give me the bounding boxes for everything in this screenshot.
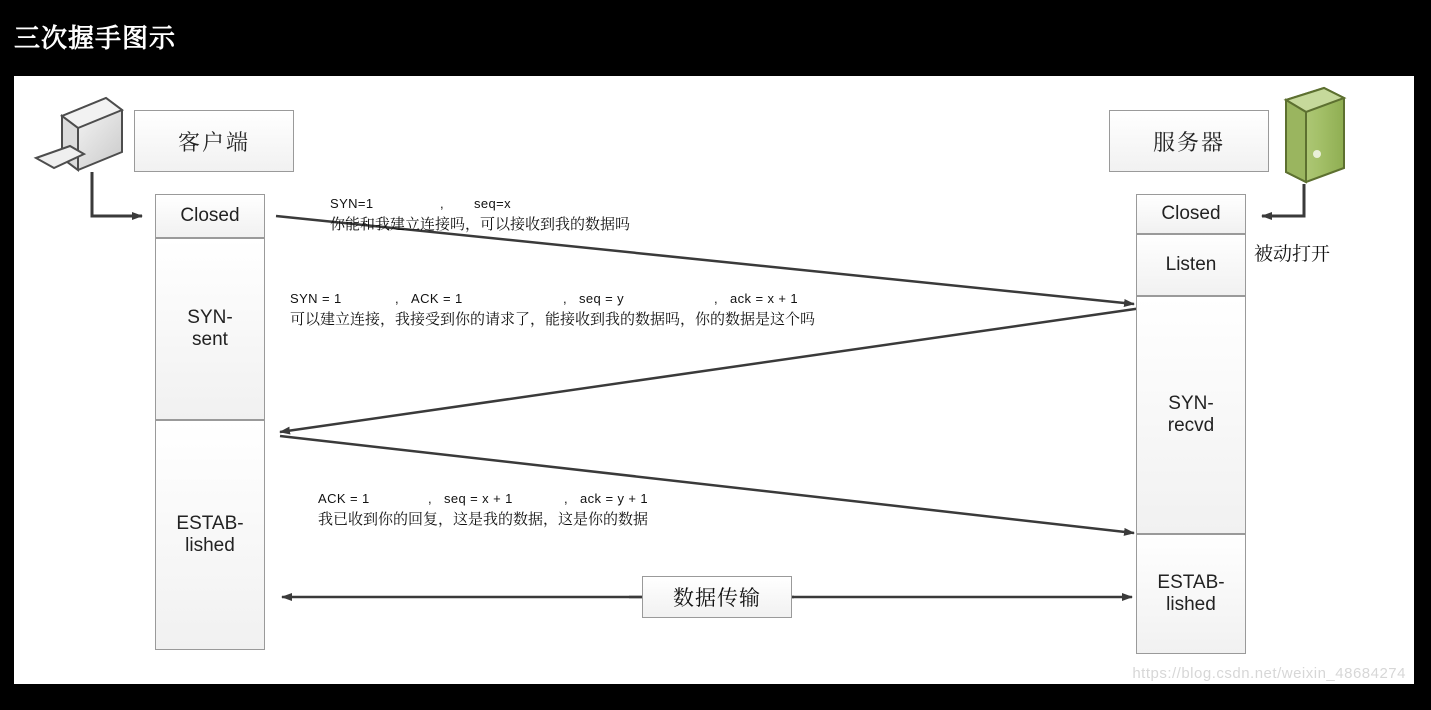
server-passive-open-arrow	[1262, 184, 1304, 216]
client-state-syn-sent-line1: SYN-	[187, 307, 233, 329]
server-state-established-line1: ESTAB-	[1157, 572, 1225, 594]
server-state-closed	[1136, 194, 1246, 234]
syn-flag-0: SYN=1	[330, 196, 374, 211]
passive-open-annotation: 被动打开	[1254, 244, 1331, 265]
client-state-closed-label: Closed	[180, 205, 240, 227]
data-transfer-box	[642, 576, 792, 618]
synack-flag-6: ack = x + 1	[730, 291, 798, 306]
data-transfer-label: 数据传输	[673, 586, 761, 610]
server-state-established-line2: lished	[1166, 594, 1216, 615]
ack-message-flags	[318, 491, 648, 506]
server-label-box	[1109, 110, 1269, 172]
syn-ack-message-flags	[290, 291, 815, 306]
client-label: 客户端	[177, 129, 250, 155]
server-state-established	[1136, 534, 1246, 654]
watermark: https://blog.csdn.net/weixin_48684274	[1132, 665, 1406, 682]
client-state-established-line1: ESTAB-	[176, 513, 244, 535]
client-state-established	[155, 420, 265, 650]
syn-flag-2: seq=x	[474, 196, 512, 211]
client-entry-arrow	[92, 172, 142, 216]
syn-ack-message-chinese: 可以建立连接，我接受到你的请求了，能接收到我的数据吗，你的数据是这个吗	[290, 312, 816, 328]
syn-message-flags	[330, 196, 630, 211]
server-state-listen-label: Listen	[1165, 254, 1217, 276]
client-state-established-line2: lished	[185, 535, 235, 556]
syn-message	[330, 196, 630, 234]
ack-flag-1: ,	[428, 491, 433, 506]
server-state-closed-label: Closed	[1161, 203, 1221, 225]
syn-message-chinese: 你能和我建立连接吗，可以接收到我的数据吗	[330, 217, 631, 233]
server-tower-icon	[1286, 76, 1344, 182]
synack-flag-0: SYN = 1	[290, 291, 342, 306]
client-state-syn-sent	[155, 238, 265, 420]
synack-flag-2: ACK = 1	[411, 291, 463, 306]
ack-flag-0: ACK = 1	[318, 491, 370, 506]
syn-ack-message	[290, 291, 815, 329]
ack-flag-3: ,	[564, 491, 569, 506]
client-label-box	[134, 110, 294, 172]
server-state-syn-recvd-line1: SYN-	[1168, 393, 1214, 415]
tcp-three-way-handshake-diagram	[14, 76, 1414, 684]
ack-message-chinese: 我已收到你的回复，这是我的数据，这是你的数据	[318, 512, 649, 528]
ack-flag-4: ack = y + 1	[580, 491, 648, 506]
page-title: 三次握手图示	[14, 23, 177, 53]
server-label: 服务器	[1152, 129, 1225, 155]
client-state-syn-sent-line2: sent	[192, 329, 228, 350]
synack-flag-4: seq = y	[579, 291, 625, 306]
synack-flag-1: ,	[395, 291, 400, 306]
ack-flag-2: seq = x + 1	[444, 491, 513, 506]
syn-flag-1: ,	[440, 196, 445, 211]
synack-flag-3: ,	[563, 291, 568, 306]
desktop-computer-icon	[36, 98, 122, 170]
server-state-listen	[1136, 234, 1246, 296]
ack-message	[318, 491, 648, 529]
server-state-syn-recvd-line2: recvd	[1167, 415, 1215, 436]
client-state-closed	[155, 194, 265, 238]
synack-flag-5: ,	[714, 291, 719, 306]
server-state-syn-recvd	[1136, 296, 1246, 534]
